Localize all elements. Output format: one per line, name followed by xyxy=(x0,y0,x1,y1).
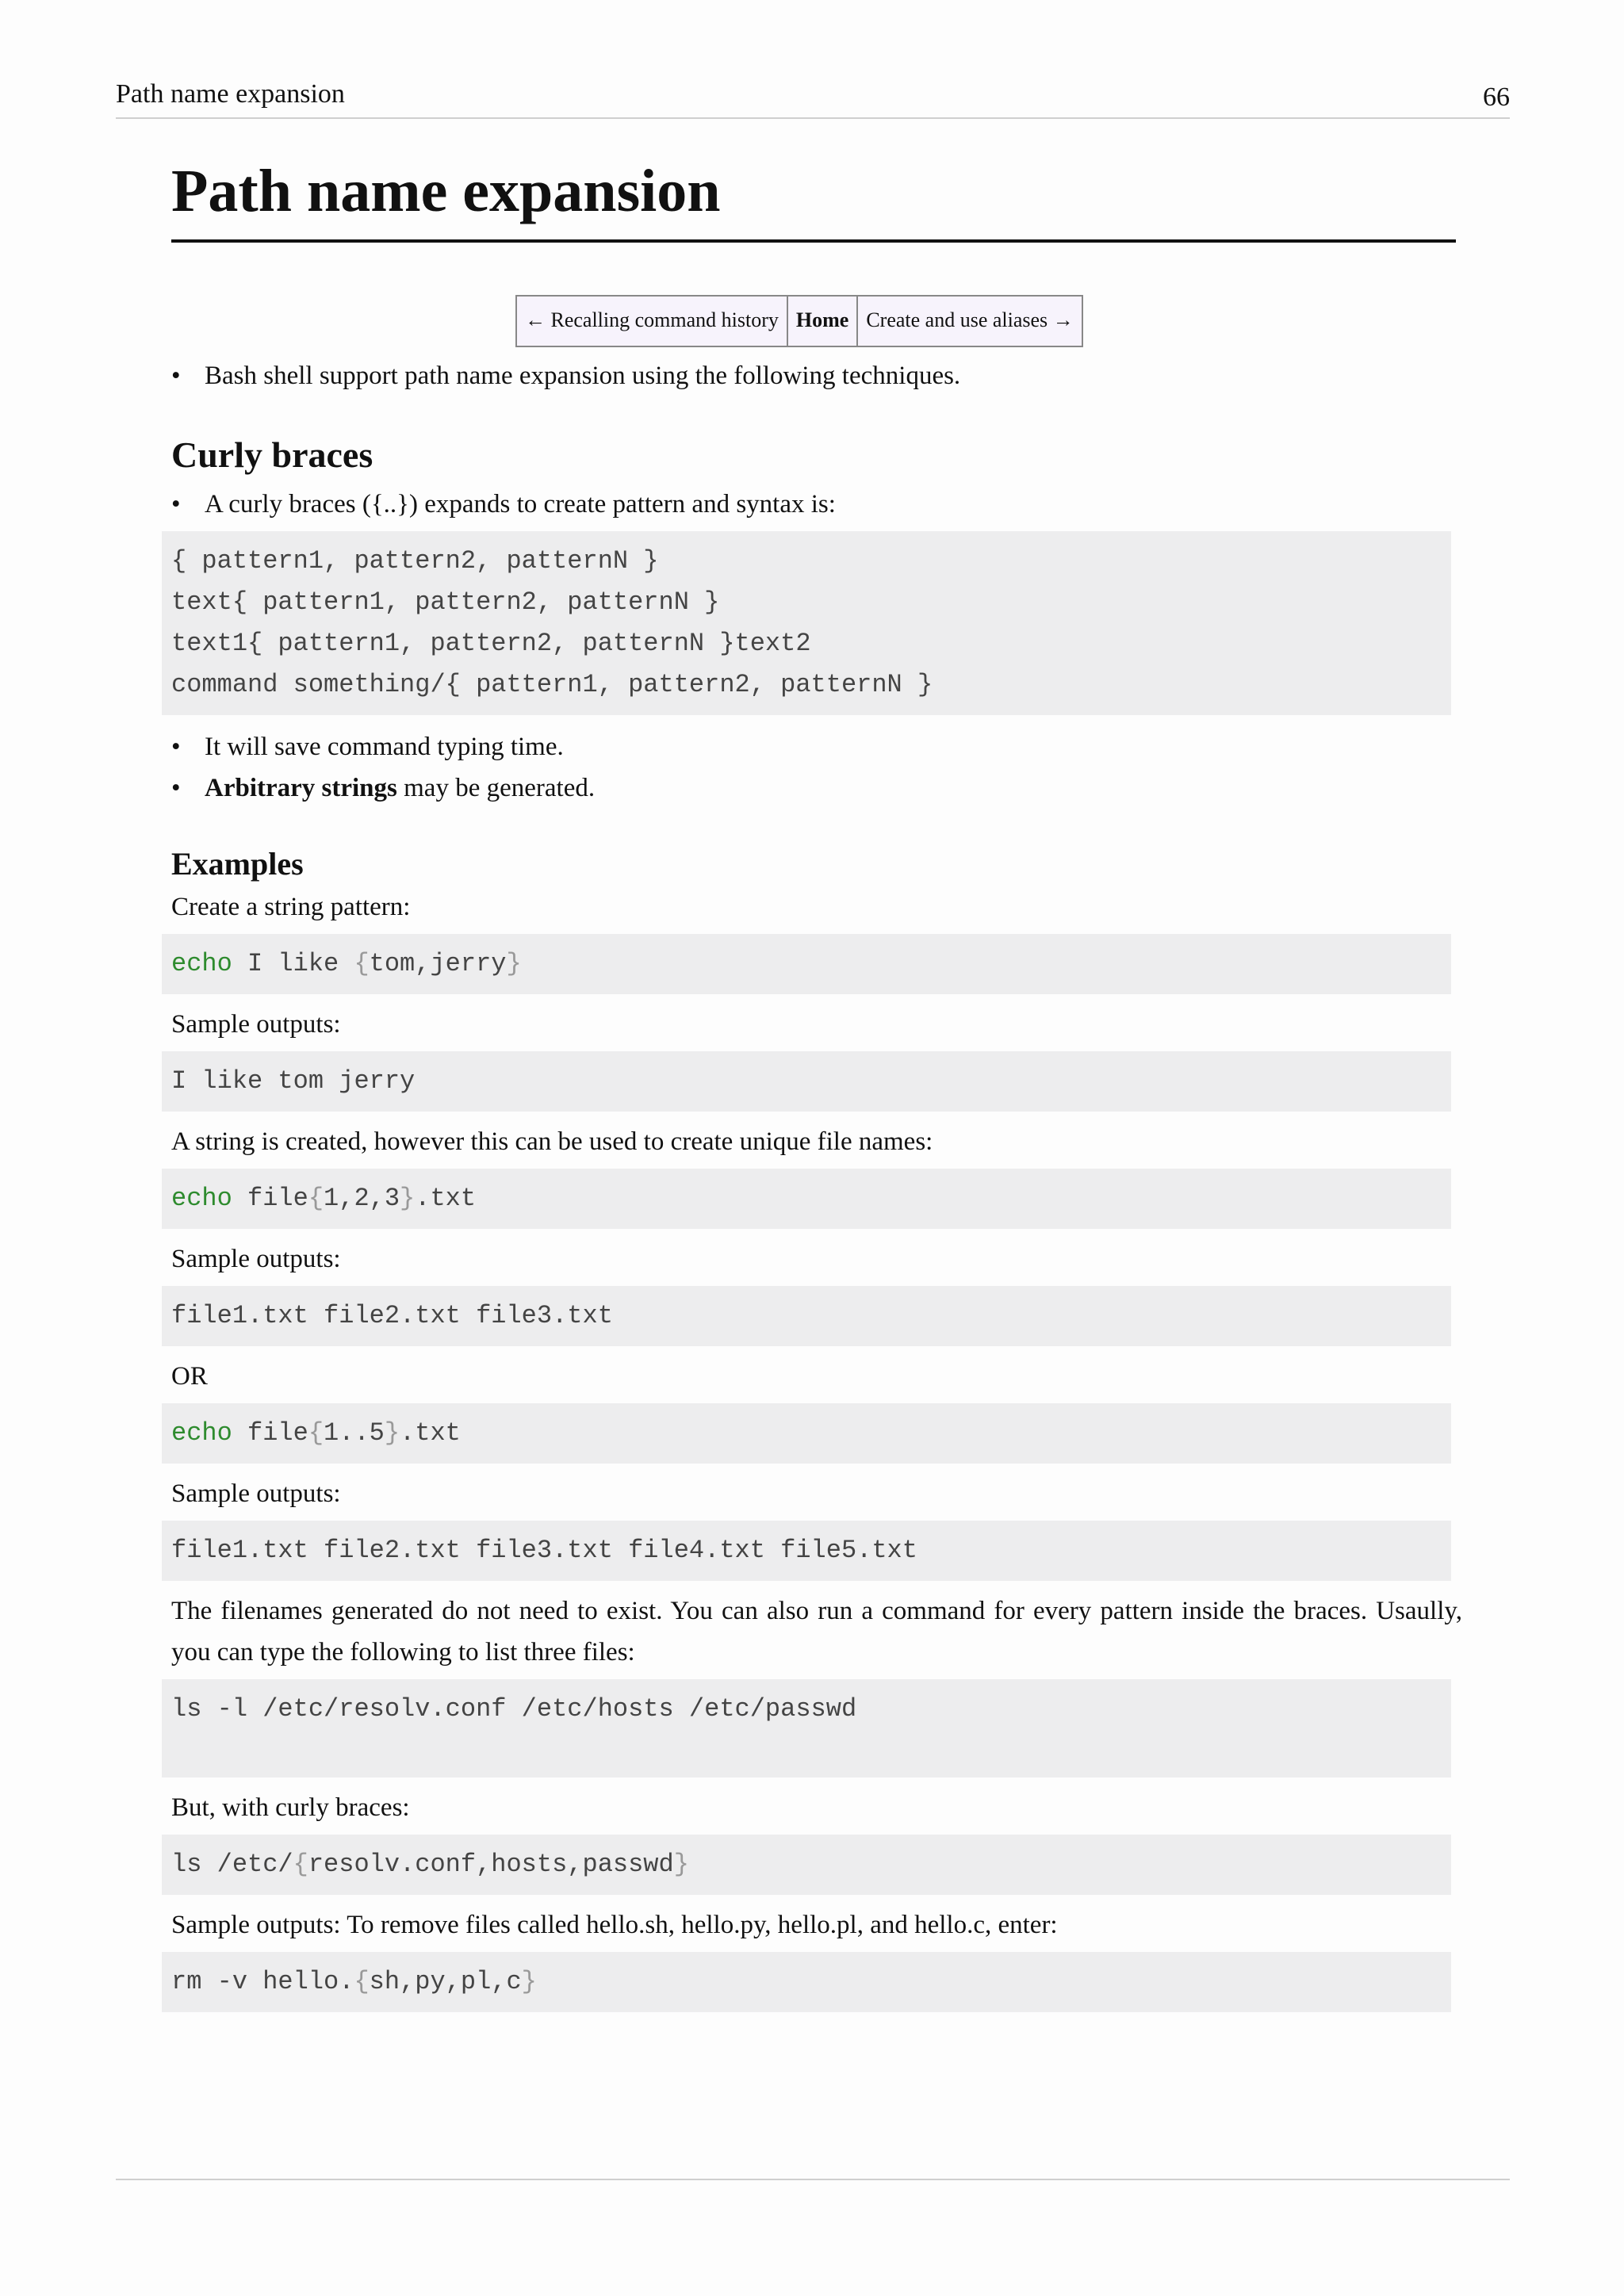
code-line: text{ pattern1, pattern2, patternN } xyxy=(171,587,720,617)
nav-box xyxy=(515,295,1083,347)
code-text: .txt xyxy=(415,1183,477,1213)
code-text: ls /etc/ xyxy=(171,1849,293,1879)
code-keyword: echo xyxy=(171,1418,232,1448)
code-text: 1..5 xyxy=(324,1418,385,1448)
code-brace: } xyxy=(673,1849,689,1879)
code-block xyxy=(162,1169,1451,1229)
page-title: Path name expansion xyxy=(171,159,1456,243)
code-brace: { xyxy=(354,948,370,978)
bold-term: Arbitrary strings xyxy=(205,773,397,802)
code-line: { pattern1, pattern2, patternN } xyxy=(171,545,659,576)
running-header xyxy=(116,79,1510,119)
list-item xyxy=(171,767,1462,809)
code-brace: { xyxy=(354,1966,370,1996)
section-heading-curly-braces: Curly braces xyxy=(171,434,373,475)
list-item-text: may be generated. xyxy=(396,773,596,802)
code-brace: } xyxy=(506,948,522,978)
code-text: file xyxy=(232,1418,308,1448)
curly-notes-list xyxy=(171,726,1462,809)
code-block: ls -l /etc/resolv.conf /etc/hosts /etc/passwd xyxy=(162,1679,1451,1777)
code-text: sh,py,pl,c xyxy=(369,1966,522,1996)
code-brace: } xyxy=(521,1966,537,1996)
section-heading-examples: Examples xyxy=(171,845,304,882)
code-brace: { xyxy=(308,1418,324,1448)
output-block: file1.txt file2.txt file3.txt file4.txt file5.txt xyxy=(162,1521,1451,1581)
footer-divider xyxy=(116,2179,1510,2180)
curly-list xyxy=(171,484,1462,525)
nav-next-link[interactable]: Create and use aliases → xyxy=(866,308,1074,331)
page-number: 66 xyxy=(1483,82,1510,112)
code-text: file xyxy=(232,1183,308,1213)
code-block xyxy=(162,1835,1451,1895)
list-item: • It will save command typing time. xyxy=(171,726,1462,767)
intro-list xyxy=(171,355,1462,396)
paragraph: Sample outputs: xyxy=(171,1009,341,1039)
code-keyword: echo xyxy=(171,948,232,978)
code-text: tom,jerry xyxy=(369,948,507,978)
paragraph: Sample outputs: To remove files called hello.sh, hello.py, hello.pl, and hello.c, enter: xyxy=(171,1910,1058,1939)
paragraph: OR xyxy=(171,1361,208,1391)
paragraph: Sample outputs: xyxy=(171,1479,341,1508)
code-line: command something/{ pattern1, pattern2, patternN } xyxy=(171,669,933,699)
code-block xyxy=(162,1952,1451,2012)
paragraph: Sample outputs: xyxy=(171,1244,341,1273)
code-brace: } xyxy=(400,1183,416,1213)
output-block: I like tom jerry xyxy=(162,1051,1451,1112)
paragraph: But, with curly braces: xyxy=(171,1793,410,1822)
code-text: resolv.conf,hosts,passwd xyxy=(308,1849,674,1879)
list-item: • A curly braces ({..}) expands to create pattern and syntax is: xyxy=(171,484,1462,525)
running-header-title: Path name expansion xyxy=(116,79,345,109)
list-item: • Bash shell support path name expansion using the following techniques. xyxy=(171,355,1462,396)
article-content xyxy=(171,159,1462,2012)
output-block: file1.txt file2.txt file3.txt xyxy=(162,1286,1451,1346)
code-line: text1{ pattern1, pattern2, patternN }text2 xyxy=(171,628,811,658)
code-brace: { xyxy=(293,1849,308,1879)
code-block xyxy=(162,1403,1451,1464)
code-text: rm -v hello. xyxy=(171,1966,354,1996)
code-text: I like xyxy=(232,948,354,978)
paragraph: Create a string pattern: xyxy=(171,892,411,921)
code-brace: } xyxy=(384,1418,400,1448)
nav-home-link[interactable]: Home xyxy=(788,297,858,346)
paragraph: A string is created, however this can be used to create unique file names: xyxy=(171,1127,933,1156)
paragraph: The filenames generated do not need to exist. You can also run a command for every pattern inside the braces. Usaully, you can type the following to list three files: xyxy=(171,1596,1462,1667)
code-brace: { xyxy=(308,1183,324,1213)
syntax-code-block xyxy=(162,531,1451,715)
code-keyword: echo xyxy=(171,1183,232,1213)
code-text: 1,2,3 xyxy=(324,1183,400,1213)
code-text: .txt xyxy=(400,1418,461,1448)
nav-prev-link[interactable]: ← Recalling command history xyxy=(517,297,788,346)
code-block xyxy=(162,934,1451,994)
